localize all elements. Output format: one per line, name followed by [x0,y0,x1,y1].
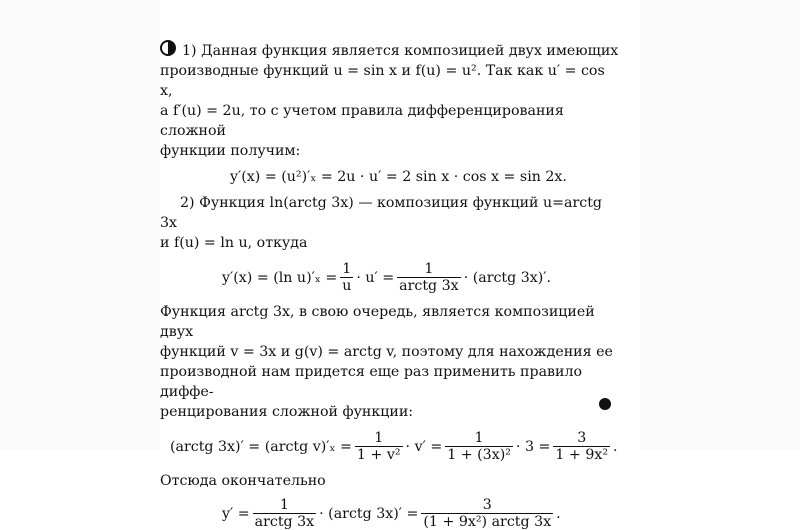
denominator: arctg 3x [399,278,459,294]
denominator: 1 + v² [356,447,401,463]
equation-4 [160,497,620,530]
equation-1 [160,167,620,187]
numerator: 1 [342,261,352,277]
eq2-right: · (arctg 3x)′. [463,269,552,286]
eq3-fraction-3 [553,430,610,463]
eq3-end: . [613,438,618,455]
eq3-left: (arctg 3x)′ = (arctg v)′ₓ = [170,438,352,455]
numerator: 3 [577,430,587,446]
right-margin [640,0,800,450]
paragraph-1-line-4: функции получим: [160,143,301,159]
paragraph-4: Отсюда окончательно [160,473,326,489]
paragraph-3-line-2: функций v = 3x и g(v) = arctg v, поэтому для нахождения ее [160,344,613,360]
paragraph-3-line-3: производной нам придется еще раз применить правило диффе- [160,364,583,400]
numerator: 1 [474,430,484,446]
denominator: 1 + 9x² [555,447,609,463]
eq2-left: y′(x) = (ln u)′ₓ = [222,269,338,286]
filled-circle-icon [599,398,611,410]
eq2-mid: · u′ = [356,269,395,286]
numerator: 1 [424,261,434,277]
eq4-mid: · (arctg 3x)′ = [319,505,419,522]
equation-2 [160,261,620,294]
eq3-mid-1: · v′ = [405,438,443,455]
eq2-fraction-2 [397,261,461,294]
eq4-end: . [556,505,561,522]
numerator: 1 [374,430,384,446]
denominator: arctg 3x [254,514,315,530]
left-margin [0,0,160,450]
numerator: 1 [279,497,289,513]
text: 1) Данная функция является композицией двух имеющих [182,43,619,59]
half-filled-circle-icon [160,40,176,56]
eq2-fraction-1 [340,261,353,294]
paragraph-2-line-2: и f(u) = ln u, откуда [160,235,308,251]
paragraph-1-line-2: производные функций u = sin x и f(u) = u². Так как u′ = cos x, [160,63,605,99]
eq4-left: y′ = [222,505,250,522]
equation-1-text: y′(x) = (u²)′ₓ = 2u · u′ = 2 sin x · cos x = sin 2x. [230,169,567,185]
equation-3 [160,430,620,463]
eq3-fraction-2 [445,430,513,463]
denominator: 1 + (3x)² [447,447,511,463]
eq3-fraction-1 [355,430,403,463]
eq4-fraction-1 [253,497,317,530]
numerator: 3 [482,497,492,513]
denominator: (1 + 9x²) arctg 3x [423,514,552,530]
paragraph-3-line-1: Функция arctg 3x, в свою очередь, является композицией двух [160,304,595,340]
solution-text [160,40,620,530]
paragraph-1-line-1 [160,40,620,61]
eq4-fraction-2 [421,497,553,530]
paragraph-3-line-4: ренцирования сложной функции: [160,404,414,420]
denominator: u [342,278,352,294]
paragraph-1-line-3: а f′(u) = 2u, то с учетом правила дифференцирования сложной [160,103,564,139]
eq3-mid-2: · 3 = [515,438,551,455]
paragraph-2-line-1: 2) Функция ln(arctg 3x) — композиция функций u=arctg 3x [160,195,603,231]
